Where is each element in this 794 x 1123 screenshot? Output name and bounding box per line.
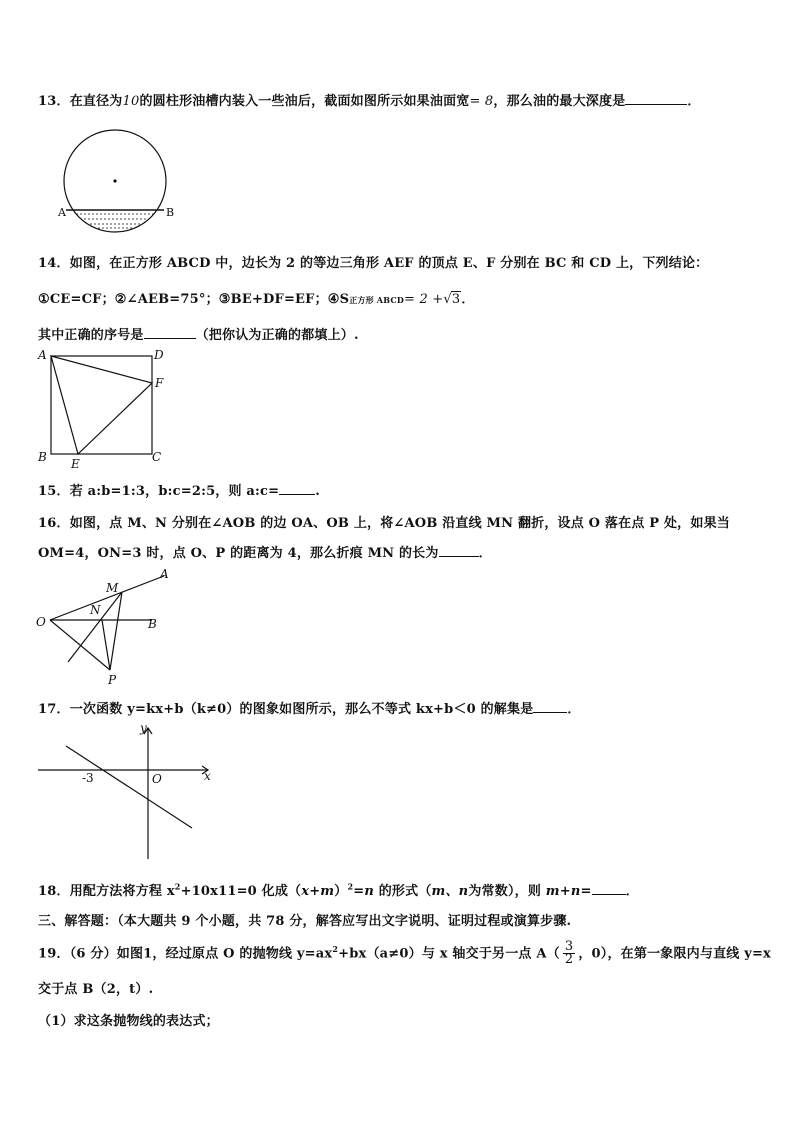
q17-body: 一次函数 y=kx+b（k≠0）的图象如图所示，那么不等式 kx+b＜0 的解集是 (69, 702, 534, 717)
section3-heading (38, 910, 571, 929)
q17-answer-blank[interactable] (533, 700, 567, 713)
q13-answer-blank[interactable] (625, 92, 687, 105)
q14-label-d: D (154, 348, 164, 362)
q15-text (38, 480, 320, 499)
q13-text-c: ，那么油的最大深度是 (493, 94, 626, 109)
q14-ask (38, 324, 359, 343)
q14-sub-square: 正方形 ABCD (349, 295, 405, 305)
q17-function-line (66, 746, 192, 828)
q18-text-e: 的形式（ (374, 884, 432, 899)
section3-text: 三、解答题：（本大题共 9 个小题，共 78 分，解答应写出文字说明、证明过程或演算步骤. (38, 914, 572, 929)
q18-text-f: 为常数），则 (468, 884, 546, 899)
q14-eq: = 2 + (404, 292, 444, 307)
q14-triangle-aef (51, 356, 152, 454)
q15-body: 若 a:b=1:3，b:c=2:5，则 a:c= (69, 484, 280, 499)
q18-m-plus-n: m+n (545, 884, 581, 899)
q18-mn: m、n (431, 884, 469, 899)
q19-line2-text: 交于点 B（2，t）. (38, 982, 154, 997)
q19-frac-den: 2 (564, 952, 574, 968)
q17-label-x: x (204, 769, 211, 783)
q16-label-m: M (106, 581, 119, 595)
q16-segment-op (50, 620, 110, 670)
q19-number: 19． (38, 946, 70, 962)
q14-conclusions: ①CE=CF；②∠AEB=75°；③BE+DF=EF；④S正方形 ABCD= 2 +√3． (38, 292, 475, 307)
q16-label-o: O (36, 615, 46, 629)
q16-segment-np (102, 620, 110, 670)
q16-number: 16． (38, 516, 70, 531)
q19-frac-num: 3 (564, 939, 574, 955)
q18-end: ． (625, 884, 639, 899)
q16-segment-mp (110, 592, 122, 670)
q18-text-a: 用配方法将方程 x (69, 884, 175, 899)
q16-end: ． (478, 546, 492, 561)
q18-sup2: 2 (347, 881, 354, 892)
q17-number: 17． (38, 702, 70, 717)
q17-text (38, 698, 581, 717)
q17-figure (36, 722, 226, 867)
q18-text-d: = (353, 884, 365, 899)
q15-answer-blank[interactable] (279, 482, 315, 495)
q16-text2 (38, 542, 492, 561)
q18-number: 18． (38, 884, 70, 899)
q18-text-c: ） (334, 884, 348, 899)
q13-number: 13． (38, 94, 70, 109)
q14-body: 如图，在正方形 ABCD 中，边长为 2 的等边三角形 AEF 的顶点 E、F 分别在 BC 和 CD 上，下列结论： (69, 256, 709, 271)
q16-label-p: P (108, 673, 117, 687)
q14-label-f: F (155, 376, 164, 390)
q14-answer-blank[interactable] (144, 326, 196, 339)
q13-end: ． (687, 94, 701, 109)
q18-answer-blank[interactable] (592, 882, 626, 895)
q13-figure (58, 124, 178, 224)
q17-end: ． (567, 702, 581, 717)
q14-conclusions-text: ①CE=CF；②∠AEB=75°；③BE+DF=EF；④S (38, 292, 350, 307)
q14-label-a: A (38, 348, 47, 362)
q18-sup: 2 (174, 881, 181, 892)
q19-part1 (38, 1010, 219, 1029)
q14-ask-end: （把你认为正确的都填上）. (195, 328, 359, 343)
q14-end: ． (461, 292, 475, 307)
q13-diameter: 10 (122, 94, 140, 109)
q19-text (38, 938, 771, 966)
q14-label-b: B (38, 450, 47, 464)
q19-text-a: （6 分）如图1，经过原点 O 的抛物线 y=ax (69, 946, 333, 962)
q13-label-b: B (166, 206, 175, 219)
q19-part1-text: （1）求这条抛物线的表达式； (38, 1014, 219, 1029)
q15-number: 15． (38, 484, 70, 499)
q13-center (113, 179, 116, 182)
q17-label-o: O (152, 772, 162, 786)
q13-text-a: 在直径为 (69, 94, 123, 109)
q14-label-e: E (71, 457, 80, 471)
q13-text-b: 的圆柱形油槽内装入一些油后，截面如图所示如果油面宽 (139, 94, 470, 109)
q13-text (38, 90, 701, 109)
q19-sup: 2 (332, 944, 339, 954)
q16-answer-blank[interactable] (439, 544, 479, 557)
q13-oil (68, 214, 162, 228)
q19-line2 (38, 978, 153, 997)
q19-text-c: ，0），在第一象限内与直线 y=x (578, 946, 771, 962)
q16-body: 如图，点 M、N 分别在∠AOB 的边 OA、OB 上，将∠AOB 沿直线 MN 翻折，设点 O 落在点 P 处，如果当 (69, 516, 730, 531)
q18-n: n (364, 884, 374, 899)
q19-fraction (563, 941, 575, 966)
q14-text (38, 252, 708, 271)
q17-label-y: y (140, 721, 147, 735)
q19-text-b: +bx（a≠0）与 x 轴交于另一点 A（ (338, 946, 560, 962)
q16-label-b: B (148, 617, 157, 631)
q15-end: . (315, 484, 321, 499)
q13-label-a: A (58, 206, 66, 219)
q16-label-n: N (90, 603, 101, 617)
q18-text-g: = (580, 884, 592, 899)
q14-square (51, 356, 152, 454)
q18-text-b: +10x11=0 化成（ (180, 884, 302, 899)
q16-figure (34, 566, 184, 686)
q18-text (38, 880, 639, 899)
q14-label-c: C (152, 450, 162, 464)
q14-figure (34, 346, 184, 476)
q18-xm: x+m (301, 884, 335, 899)
q16-body2: OM=4，ON=3 时，点 O、P 的距离为 4，那么折痕 MN 的长为 (38, 546, 439, 561)
q13-ab: = 8 (469, 94, 494, 109)
q14-root: 3 (451, 292, 461, 307)
q16-text (38, 512, 730, 531)
q14-number: 14． (38, 256, 70, 271)
q14-ask-text: 其中正确的序号是 (38, 328, 144, 343)
q17-label-minus3: -3 (82, 771, 94, 785)
q16-label-a: A (160, 567, 169, 581)
